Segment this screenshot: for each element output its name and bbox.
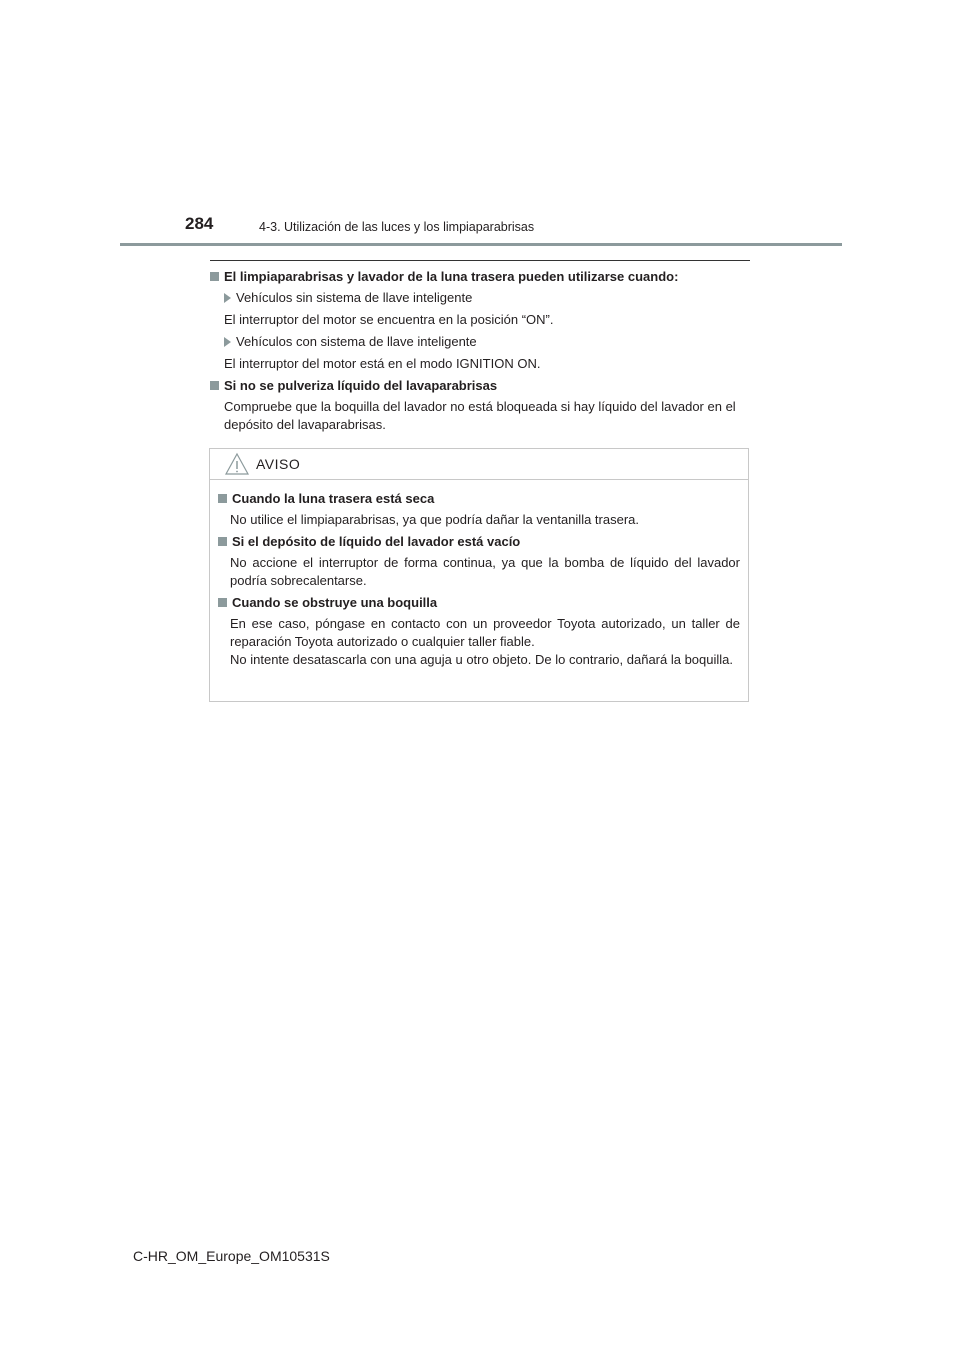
paragraph: En ese caso, póngase en contacto con un proveedor Toyota autorizado, un taller de reparación Toyota autorizado o cualquier taller fiable. bbox=[230, 616, 740, 649]
warning-triangle-icon bbox=[224, 452, 250, 481]
warning-label: AVISO bbox=[256, 456, 301, 472]
main-content bbox=[210, 268, 750, 438]
list-item: Vehículos con sistema de llave inteligente bbox=[224, 333, 750, 351]
list-item: Vehículos sin sistema de llave inteligente bbox=[224, 289, 750, 307]
section-title: 4-3. Utilización de las luces y los limpiaparabrisas bbox=[259, 220, 535, 234]
warning-box bbox=[209, 448, 749, 702]
square-bullet-icon bbox=[210, 381, 219, 390]
section-heading: El limpiaparabrisas y lavador de la luna trasera pueden utilizarse cuando: bbox=[210, 268, 750, 286]
triangle-bullet-icon bbox=[224, 337, 231, 347]
section-heading: Si no se pulveriza líquido del lavaparabrisas bbox=[210, 377, 750, 395]
header-divider bbox=[120, 243, 842, 246]
square-bullet-icon bbox=[218, 598, 227, 607]
square-bullet-icon bbox=[218, 537, 227, 546]
square-bullet-icon bbox=[210, 272, 219, 281]
document-code: C-HR_OM_Europe_OM10531S bbox=[133, 1248, 330, 1264]
square-bullet-icon bbox=[218, 494, 227, 503]
paragraph: No utilice el limpiaparabrisas, ya que podría dañar la ventanilla trasera. bbox=[230, 512, 639, 527]
warning-body bbox=[210, 480, 748, 669]
paragraph: No accione el interruptor de forma continua, ya que la bomba de líquido del lavador podría sobrecalentarse. bbox=[230, 555, 740, 588]
content-divider bbox=[210, 260, 750, 261]
paragraph: No intente desatascarla con una aguja u otro objeto. De lo contrario, dañará la boquilla. bbox=[230, 652, 733, 667]
triangle-bullet-icon bbox=[224, 293, 231, 303]
warning-heading: Si el depósito de líquido del lavador está vacío bbox=[218, 533, 740, 551]
warning-heading: Cuando la luna trasera está seca bbox=[218, 490, 740, 508]
page-number: 284 bbox=[185, 214, 214, 233]
warning-header bbox=[210, 449, 748, 480]
paragraph: El interruptor del motor se encuentra en la posición “ON”. bbox=[224, 312, 554, 327]
paragraph: Compruebe que la boquilla del lavador no está bloqueada si hay líquido del lavador en el depósito del lavaparabrisas. bbox=[224, 399, 736, 432]
warning-heading: Cuando se obstruye una boquilla bbox=[218, 594, 740, 612]
paragraph: El interruptor del motor está en el modo IGNITION ON. bbox=[224, 356, 541, 371]
